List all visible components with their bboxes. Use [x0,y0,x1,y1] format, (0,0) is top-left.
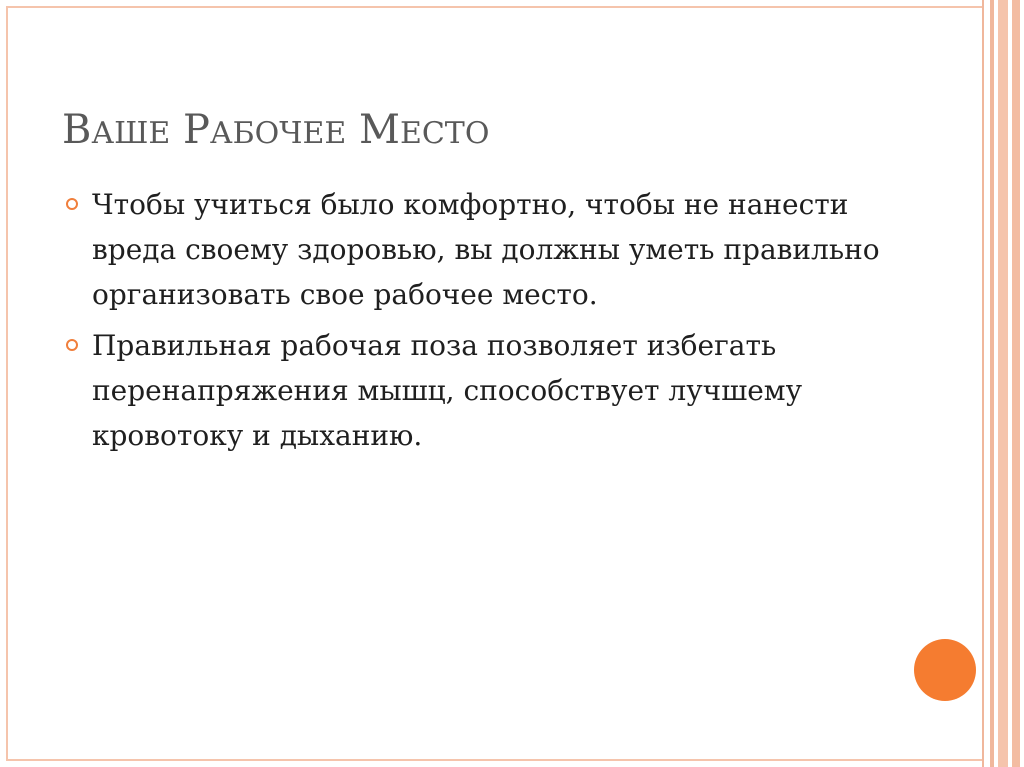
frame-top-border [6,6,982,8]
slide-title: ВАШЕ РАБОЧЕЕ МЕСТО [62,107,490,153]
bullet-item [66,323,906,458]
frame-left-border [6,6,8,761]
bullet-list [66,182,906,464]
bullet-text: Правильная рабочая поза позволяет избегать перенапряжения мышц, способствует лучшему кровотоку и дыханию. [92,329,803,452]
bullet-text: Чтобы учиться было комфортно, чтобы не нанести вреда своему здоровью, вы должны уметь правильно организовать свое рабочее место. [92,188,880,311]
bullet-ring-icon [66,339,78,351]
decorative-circle [914,639,976,701]
frame-bottom-border [6,759,982,761]
bullet-ring-icon [66,198,78,210]
bullet-item [66,182,906,317]
decorative-stripes [980,0,1024,767]
